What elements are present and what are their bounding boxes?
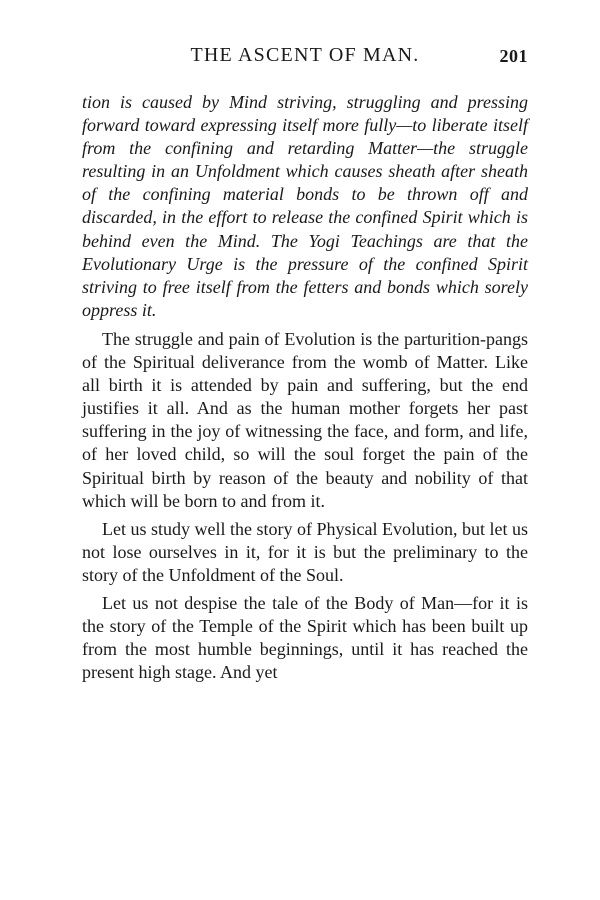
text-block bbox=[82, 91, 528, 689]
italic-passage: tion is caused by Mind striving, struggling and pressing forward toward expressing itself more fully—to liberate itself from the confining and retarding Matter—the struggle resulting in an Unfoldment which causes sheath after sheath of the confining material bonds to be thrown off and discarded, in the effort to release the confined Spirit which is behind even the Mind. The Yogi Teachings are that the Evolutionary Urge is the pressure of the confined Spirit striving to free itself from the fetters and bonds which sorely oppress it. bbox=[82, 92, 528, 320]
paragraph-physical-evolution: Let us study well the story of Physical Evolution, but let us not lose ourselves in it, for it is but the preliminary to the story of the Unfoldment of the Soul. bbox=[82, 518, 528, 585]
paragraph-evolution-struggle: The struggle and pain of Evolution is the parturition-pangs of the Spiritual deliverance from the womb of Matter. Like all birth it is attended by pain and suffering, but the end justifies it all. And as the human mother forgets her past suffering in the joy of witnessing the face, and form, and life, of her loved child, so will the soul forget the pain of the Spiritual birth by reason of the beauty and nobility of that which will be born to and from it. bbox=[82, 328, 528, 511]
paragraph-body-of-man: Let us not despise the tale of the Body of Man—for it is the story of the Temple of the Spirit which has been built up from the most humble beginnings, until it has reached the present high stage. And yet bbox=[82, 592, 528, 683]
running-title: THE ASCENT OF MAN. bbox=[190, 44, 420, 66]
page-number: 201 bbox=[499, 46, 528, 66]
running-head bbox=[82, 44, 528, 72]
